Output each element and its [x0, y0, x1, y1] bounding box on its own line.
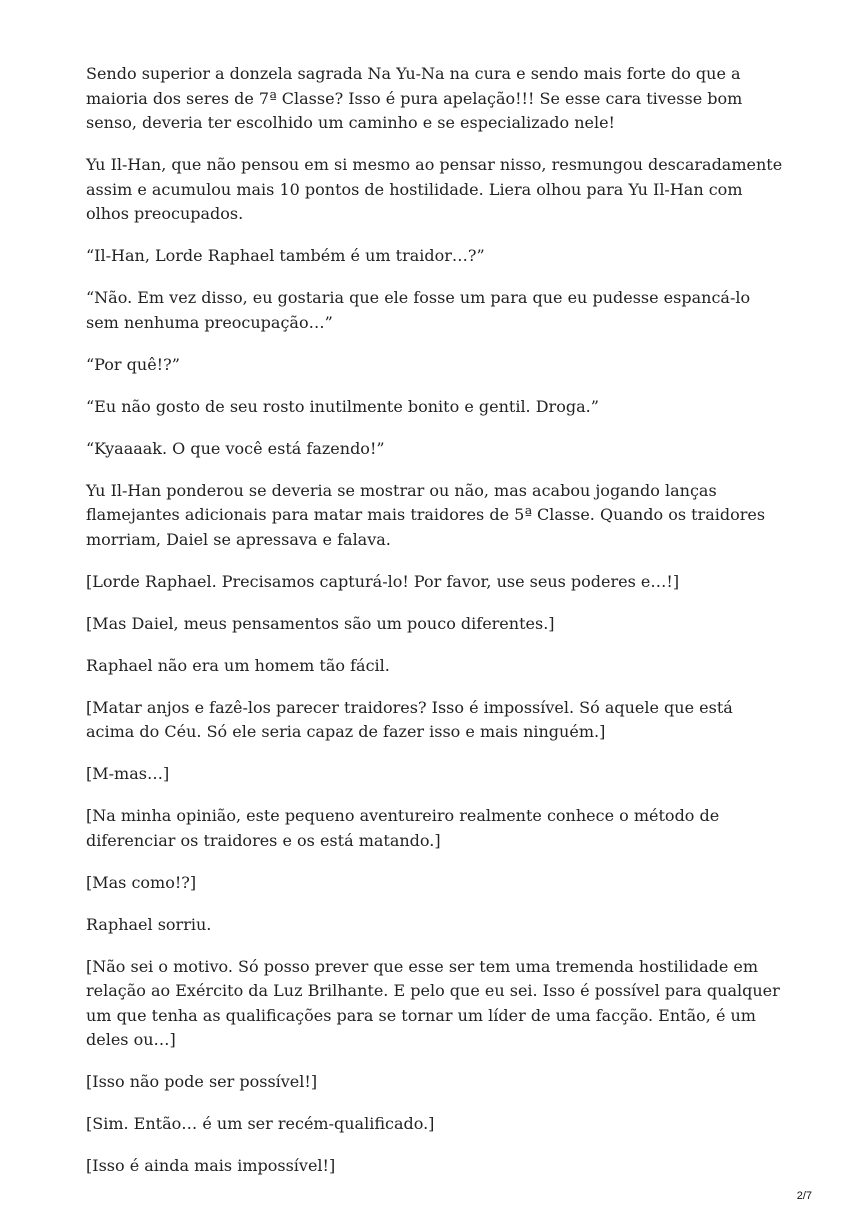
paragraph: [Isso não pode ser possível!]	[86, 1072, 318, 1091]
paragraph: [Matar anjos e fazê-los parecer traidores? Isso é impossível. Só aquele que está acima do Céu. Só ele seria capaz de fazer isso e mais ninguém.]	[86, 697, 733, 741]
document-body	[86, 62, 786, 1196]
paragraph: [Na minha opinião, este pequeno aventureiro realmente conhece o método de diferenciar os traidores e os está matando.]	[86, 806, 720, 850]
paragraph: Raphael não era um homem tão fácil.	[86, 655, 390, 675]
paragraph: “Eu não gosto de seu rosto inutilmente bonito e gentil. Droga.”	[86, 396, 599, 416]
paragraph: [Mas Daiel, meus pensamentos são um pouco diferentes.]	[86, 613, 555, 633]
paragraph: [M-mas…]	[86, 764, 170, 783]
paragraph: Yu Il-Han, que não pensou em si mesmo ao pensar nisso, resmungou descaradamente assim e acumulou mais 10 pontos de hostilidade. Liera olhou para Yu Il-Han com olhos preocupados.	[86, 155, 783, 223]
paragraph: [Lorde Raphael. Precisamos capturá-lo! Por favor, use seus poderes e…!]	[86, 571, 680, 591]
paragraph: [Não sei o motivo. Só posso prever que esse ser tem uma tremenda hostilidade em relação ao Exército da Luz Brilhante. E pelo que eu sei. Isso é possível para qualquer um que tenha as qualificações para se tornar um líder de uma facção. Então, é um deles ou…]	[86, 956, 780, 1049]
paragraph: [Sim. Então… é um ser recém-qualificado.]	[86, 1114, 435, 1133]
paragraph: [Mas como!?]	[86, 872, 197, 892]
paragraph: “Por quê!?”	[86, 354, 180, 374]
paragraph: “Não. Em vez disso, eu gostaria que ele fosse um para que eu pudesse espancá-lo sem nenhuma preocupação…”	[86, 288, 751, 332]
paragraph: Sendo superior a donzela sagrada Na Yu-Na na cura e sendo mais forte do que a maioria dos seres de 7ª Classe? Isso é pura apelação!!! Se esse cara tivesse bom senso, deveria ter escolhido um caminho e se especializado nele!	[86, 64, 743, 132]
paragraph: “Il-Han, Lorde Raphael também é um traidor…?”	[86, 246, 485, 265]
paragraph: Raphael sorriu.	[86, 914, 212, 934]
page-number: 2/7	[796, 1190, 812, 1202]
paragraph: Yu Il-Han ponderou se deveria se mostrar ou não, mas acabou jogando lanças flamejantes adicionais para matar mais traidores de 5ª Classe. Quando os traidores morriam, Daiel se apressava e falava.	[86, 480, 766, 549]
paragraph: “Kyaaaak. O que você está fazendo!”	[86, 438, 385, 458]
paragraph: [Isso é ainda mais impossível!]	[86, 1156, 336, 1175]
